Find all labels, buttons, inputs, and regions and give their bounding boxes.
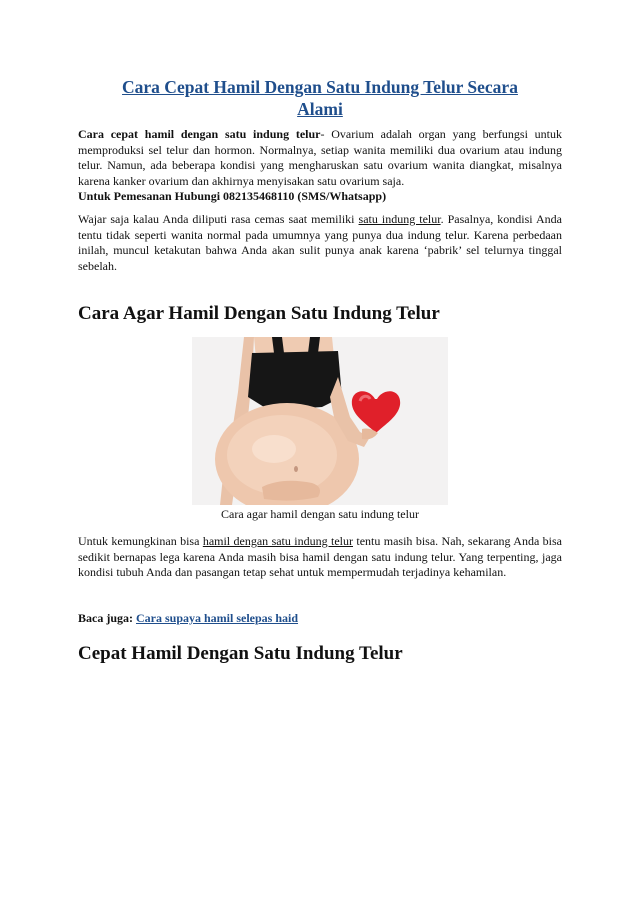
intro-lead: Cara cepat hamil dengan satu indung telur <box>78 127 321 141</box>
paragraph-2-underlined: satu indung telur <box>358 212 441 226</box>
intro-paragraph <box>78 127 562 205</box>
read-also-link[interactable]: Cara supaya hamil selepas haid <box>136 611 299 625</box>
read-also-label: Baca juga: <box>78 611 133 625</box>
paragraph-2-after: . Pasalnya, kondisi Anda tentu tidak seperti wanita normal pada umumnya yang punya dua indung telur. Karena perbedaan inilah, muncul ketakutan bahwa Anda akan sulit punya anak karena ‘pabrik’ sel telurnya tinggal sebelah. <box>78 212 563 273</box>
paragraph-3-underlined: hamil dengan satu indung telur <box>202 534 353 548</box>
paragraph-2-before: Wajar saja kalau Anda diliputi rasa cemas saat memiliki <box>78 212 359 226</box>
heading-2: Cepat Hamil Dengan Satu Indung Telur <box>78 643 403 664</box>
figure-caption: Cara agar hamil dengan satu indung telur <box>221 507 419 521</box>
pregnant-woman-illustration <box>192 337 448 505</box>
page-title-line-2: Alami <box>297 99 343 119</box>
page-title <box>78 76 562 120</box>
page-title-line-1: Cara Cepat Hamil Dengan Satu Indung Telur Secara <box>122 77 518 97</box>
intro-text: - Ovarium adalah organ yang berfungsi untuk memproduksi sel telur dan hormon. Normalnya, setiap wanita memiliki dua ovarium atau indung telur. Namun, ada beberapa kondisi yang mengharuskan satu ovarium wanita diangkat, misalnya karena kanker ovarium dan akhirnya menyisakan satu ovarium saja. <box>78 127 562 188</box>
read-also <box>78 611 562 627</box>
paragraph-2 <box>78 212 562 274</box>
order-contact: Untuk Pemesanan Hubungi 082135468110 (SMS/Whatsapp) <box>78 189 387 203</box>
paragraph-3-before: Untuk kemungkinan bisa <box>78 534 203 548</box>
heading-1: Cara Agar Hamil Dengan Satu Indung Telur <box>78 303 440 324</box>
paragraph-3-after: tentu masih bisa. Nah, sekarang Anda bisa sedikit bernapas lega karena Anda masih bisa hamil dengan satu indung telur. Yang terpenting, jaga kondisi tubuh Anda dan pasangan tetap sehat untuk mempermudah terjadinya kehamilan. <box>78 534 562 579</box>
pregnant-woman-image <box>192 337 448 505</box>
paragraph-3 <box>78 534 562 581</box>
